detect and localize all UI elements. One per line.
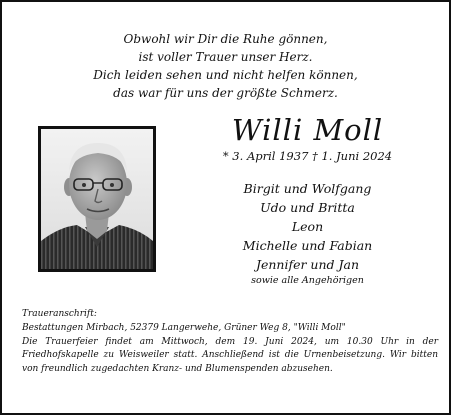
family-member: Leon [291,219,324,234]
family-list [162,179,451,288]
family-footer: sowie alle Angehörigen [251,275,364,286]
deceased-name: Willi Moll [231,113,384,147]
address-block [22,308,438,377]
address-label: Traueranschrift: [22,309,97,319]
family-member: Udo und Britta [260,200,355,215]
ceremony-info: Die Trauerfeier findet am Mittwoch, dem 19. Juni 2024, um 10.30 Uhr in der Friedhofskapelle zu Weisweiler statt. Anschließend ist die Urnenbeisetzung. Wir bitten von freundlich zugedachten Kranz- und Blumenspenden abzusehen. [22,336,438,375]
poem [2,30,449,102]
life-dates: * 3. April 1937 † 1. Juni 2024 [222,149,393,163]
family-member: Michelle und Fabian [242,238,373,253]
poem-line: Dich leiden sehen und nicht helfen können, [93,68,358,82]
portrait-photo [38,126,156,272]
address-line: Bestattungen Mirbach, 52379 Langerwehe, Grüner Weg 8, "Willi Moll" [22,322,346,333]
poem-line: ist voller Trauer unser Herz. [138,50,313,64]
poem-line: das war für uns der größte Schmerz. [113,86,338,100]
family-member: Jennifer und Jan [255,257,360,272]
family-member: Birgit und Wolfgang [243,181,372,196]
poem-line: Obwohl wir Dir die Ruhe gönnen, [123,32,328,46]
